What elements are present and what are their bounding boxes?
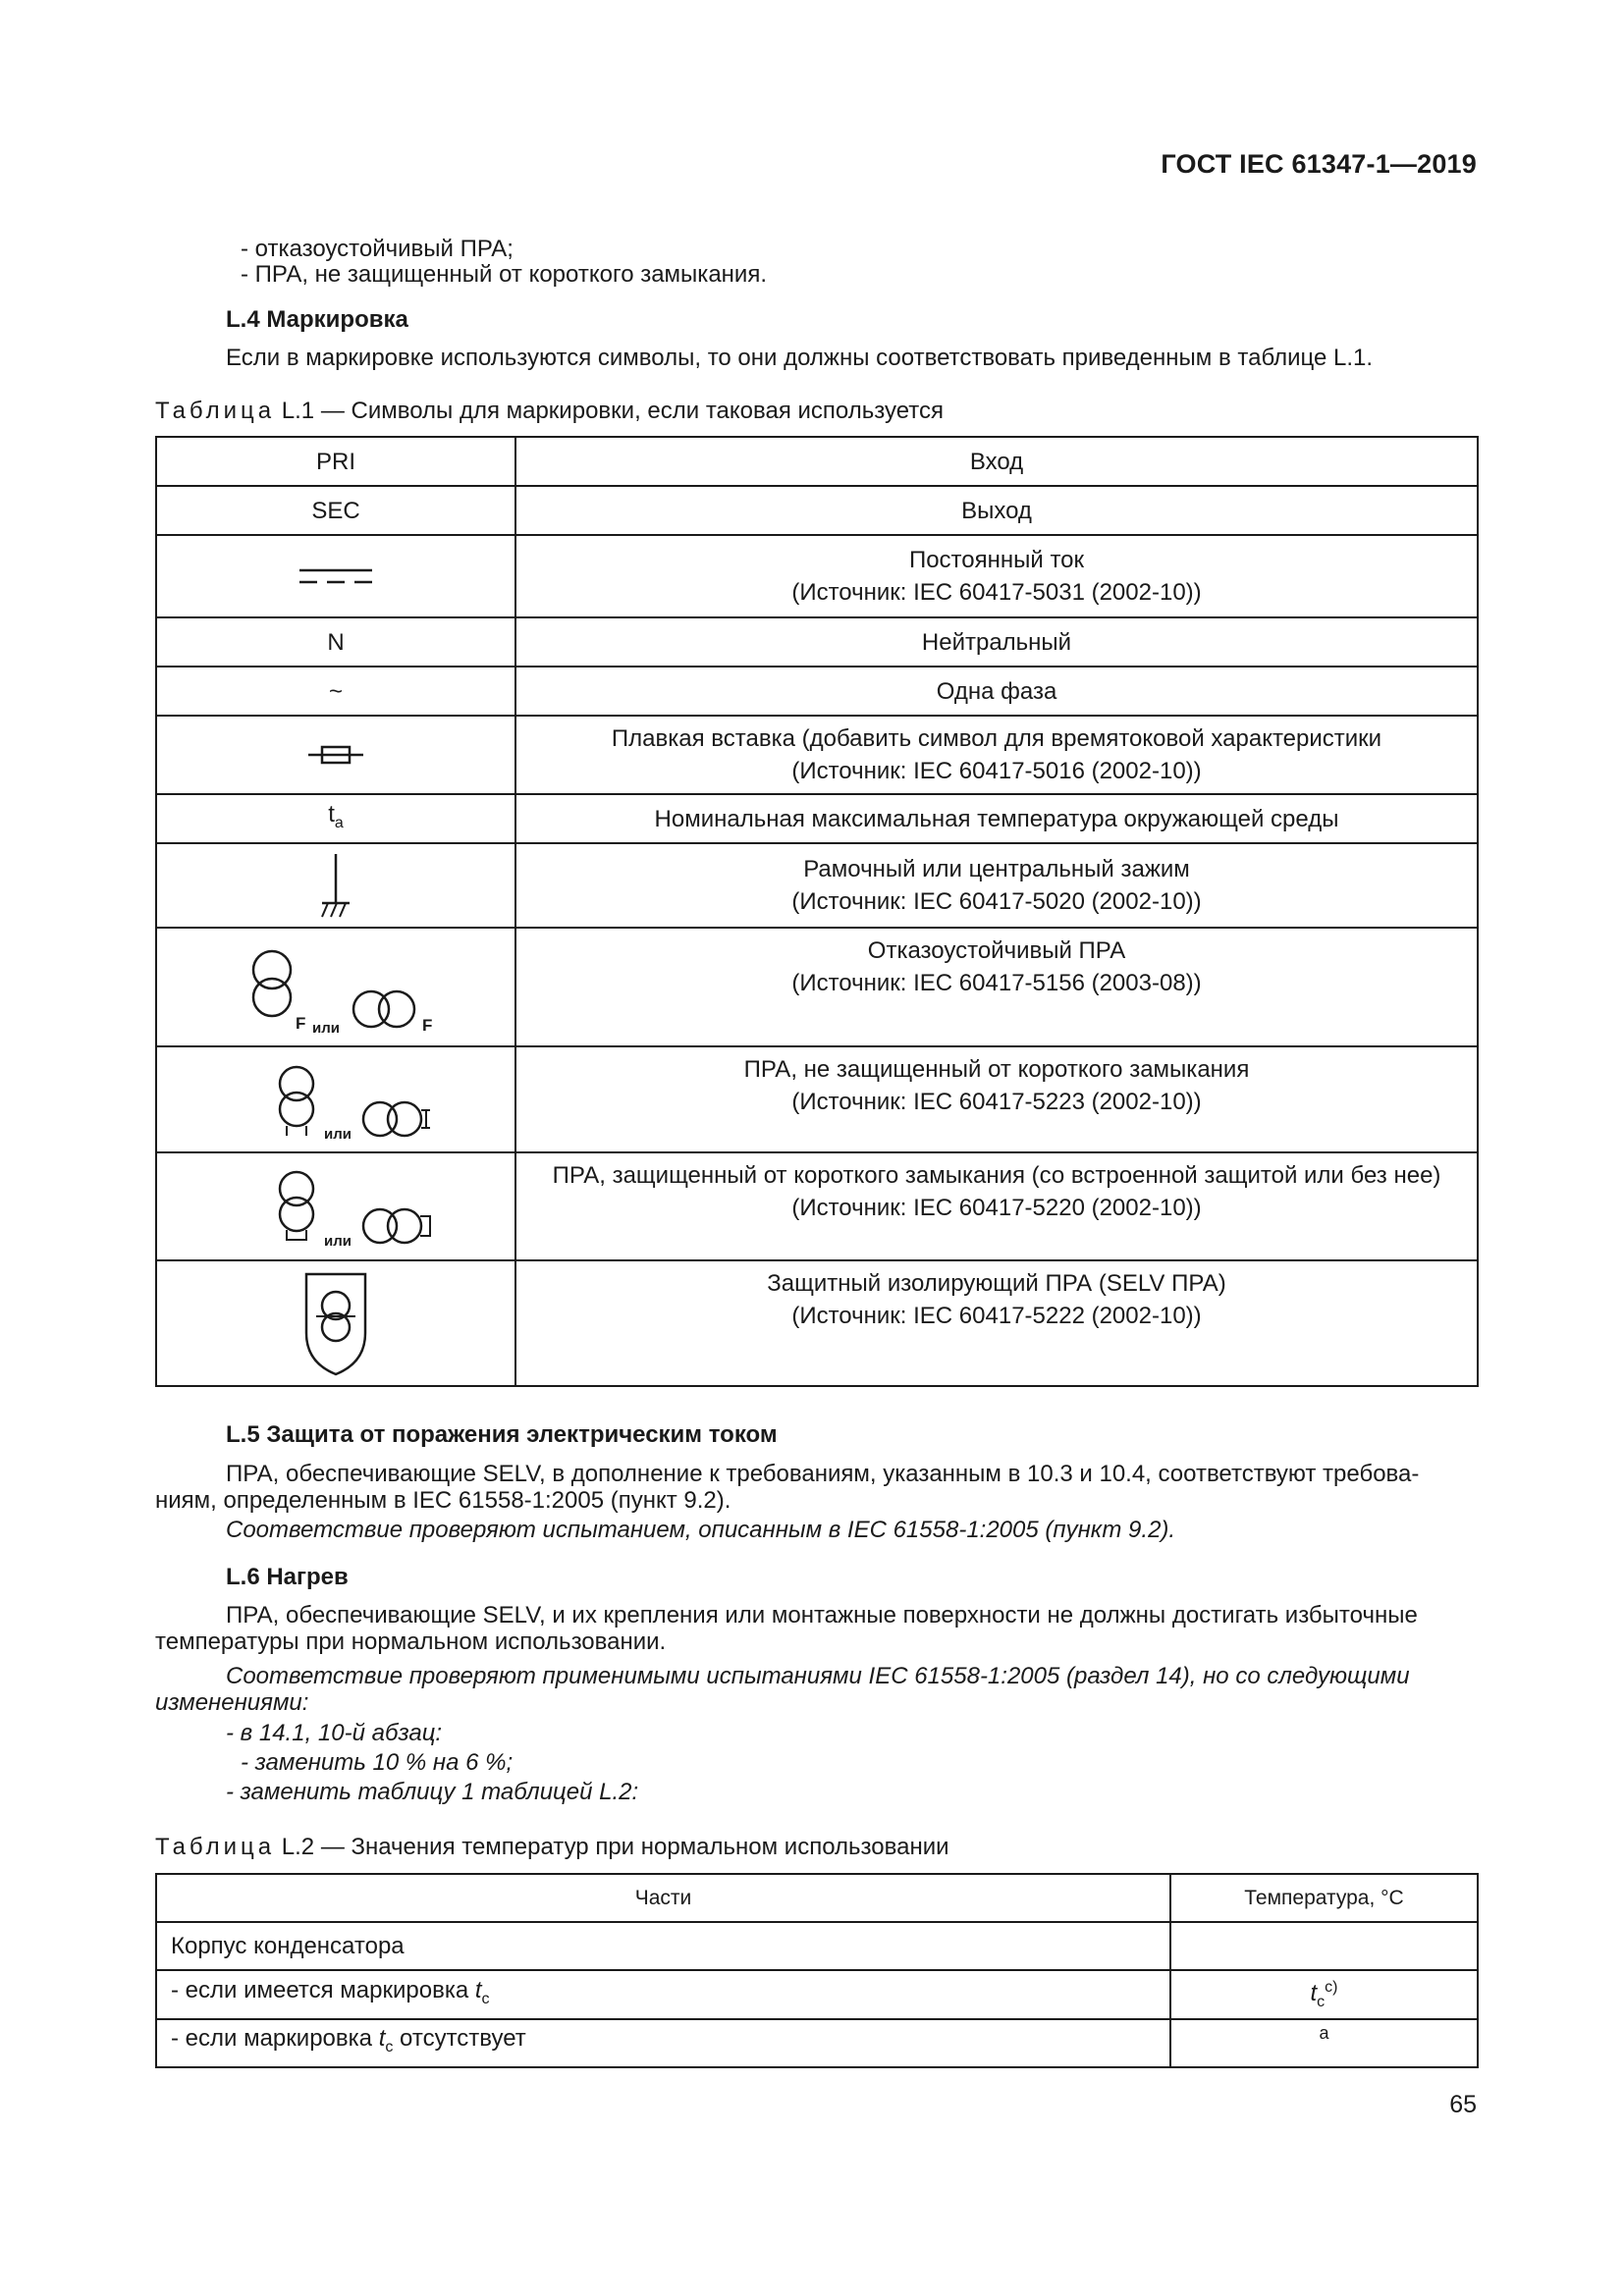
table-row [156, 794, 1478, 843]
temperature-subscript: c [1317, 1993, 1326, 2010]
table-row [156, 1970, 1478, 2019]
part-cell: Корпус конденсатора [156, 1922, 1170, 1970]
table-row [156, 667, 1478, 716]
symbol-cell: SEC [156, 486, 515, 535]
table-l2-temperatures [155, 1873, 1479, 2068]
table-row [156, 535, 1478, 617]
description-source: (Источник: IEC 60417-5222 (2002-10)) [791, 1303, 1202, 1329]
description-line: Рамочный или центральный зажим [803, 856, 1190, 882]
description-line: Плавкая вставка (добавить символ для времятоковой характеристики [611, 725, 1382, 752]
symbol-cell [156, 843, 515, 928]
non-short-circuit-proof-transformer-icon [218, 1054, 454, 1145]
description-cell [515, 1046, 1478, 1152]
intro-list-item: - отказоустойчивый ПРА; [241, 236, 514, 262]
table1-caption-text: L.1 — Символы для маркировки, если таковая используется [281, 398, 944, 424]
symbol-cell: ~ [156, 667, 515, 716]
section-l5-compliance: Соответствие проверяют испытанием, описанным в IEC 61558-1:2005 (пункт 9.2). [226, 1517, 1176, 1543]
symbol-cell [156, 1046, 515, 1152]
description-cell [515, 843, 1478, 928]
temperature-symbol: t [1310, 1980, 1318, 2006]
table1-caption-prefix: Таблица [155, 398, 276, 424]
description-line: ПРА, не защищенный от короткого замыкания [743, 1056, 1250, 1083]
part-text: - если имеется маркировка [171, 1977, 475, 2003]
section-l6-item: - в 14.1, 10-й абзац: [226, 1720, 443, 1746]
document-code: ГОСТ IEC 61347-1—2019 [1161, 149, 1477, 179]
table-row [156, 1922, 1478, 1970]
description-source: (Источник: IEC 60417-5156 (2003-08)) [791, 970, 1202, 996]
description-line: ПРА, защищенный от короткого замыкания (со встроенной защитой или без нее) [552, 1162, 1441, 1189]
table-l1-symbols [155, 436, 1479, 1387]
section-l5-line: ниям, определенным в IEC 61558-1:2005 (пункт 9.2). [155, 1487, 731, 1514]
symbol-or-label: или [324, 1233, 352, 1250]
fail-safe-transformer-icon [218, 936, 454, 1039]
symbol-cell [156, 794, 515, 843]
part-cell [156, 2019, 1170, 2067]
description-cell [515, 1152, 1478, 1260]
footnote-ref: c) [1325, 1979, 1338, 1996]
description-cell [515, 1260, 1478, 1386]
description-line: Защитный изолирующий ПРА (SELV ПРА) [767, 1270, 1226, 1297]
fuse-icon [306, 740, 365, 770]
description-source: (Источник: IEC 60417-5031 (2002-10)) [791, 579, 1202, 606]
temperature-cell [1170, 1922, 1478, 1970]
description-cell: Нейтральный [515, 617, 1478, 667]
section-l4-title: L.4 Маркировка [226, 306, 408, 333]
section-l4-text: Если в маркировке используются символы, то они должны соответствовать приведенным в таблице L.1. [226, 345, 1374, 371]
table2-caption-prefix: Таблица [155, 1834, 276, 1860]
section-l6-item: - заменить таблицу 1 таблицей L.2: [226, 1779, 639, 1805]
symbol-or-label: или [312, 1019, 340, 1037]
section-l6-compliance: Соответствие проверяют применимыми испытаниями IEC 61558-1:2005 (раздел 14), но со следующими [226, 1663, 1410, 1689]
table-row [156, 486, 1478, 535]
description-cell: Номинальная максимальная температура окружающей среды [515, 794, 1478, 843]
description-cell [515, 716, 1478, 794]
page-number: 65 [1449, 2091, 1477, 2118]
column-header-parts: Части [156, 1874, 1170, 1922]
description-cell: Одна фаза [515, 667, 1478, 716]
description-cell [515, 928, 1478, 1046]
symbol-t: t [328, 801, 335, 828]
table1-caption [155, 396, 944, 427]
description-cell: Вход [515, 437, 1478, 486]
description-line: Постоянный ток [908, 547, 1085, 573]
symbol-cell [156, 716, 515, 794]
symbol-cell [156, 1152, 515, 1260]
symbol-t: t [378, 2025, 386, 2053]
description-line: Отказоустойчивый ПРА [867, 937, 1126, 964]
section-l6-compliance: изменениями: [155, 1689, 309, 1716]
description-cell: Выход [515, 486, 1478, 535]
table2-caption [155, 1832, 949, 1863]
table-row [156, 1152, 1478, 1260]
description-source: (Источник: IEC 60417-5020 (2002-10)) [791, 888, 1202, 915]
section-l6-line: температуры при нормальном использовании. [155, 1629, 667, 1655]
symbol-subscript: c [385, 2039, 394, 2056]
description-source: (Источник: IEC 60417-5220 (2002-10)) [791, 1195, 1202, 1221]
section-l5-title: L.5 Защита от поражения электрическим током [226, 1421, 778, 1448]
table2-caption-text: L.2 — Значения температур при нормальном использовании [281, 1834, 949, 1860]
table-row [156, 843, 1478, 928]
symbol-cell [156, 928, 515, 1046]
symbol-cell [156, 535, 515, 617]
safety-isolating-transformer-icon [297, 1268, 375, 1378]
symbol-t: t [474, 1977, 482, 2003]
table-row [156, 617, 1478, 667]
table-row [156, 716, 1478, 794]
symbol-cell: N [156, 617, 515, 667]
section-l6-item: - заменить 10 % на 6 %; [241, 1749, 514, 1776]
symbol-letter-f: F [422, 1015, 433, 1035]
table-header-row [156, 1874, 1478, 1922]
symbol-cell: PRI [156, 437, 515, 486]
symbol-letter-f: F [296, 1013, 306, 1033]
part-cell [156, 1970, 1170, 2019]
table-row [156, 1046, 1478, 1152]
description-source: (Источник: IEC 60417-5016 (2002-10)) [791, 758, 1202, 784]
temperature-cell [1170, 1970, 1478, 2019]
symbol-or-label: или [324, 1126, 352, 1143]
description-source: (Источник: IEC 60417-5223 (2002-10)) [791, 1089, 1202, 1115]
section-l5-line: ПРА, обеспечивающие SELV, в дополнение к требованиям, указанным в 10.3 и 10.4, соответствуют требова- [226, 1461, 1420, 1487]
table-row [156, 2019, 1478, 2067]
table-row [156, 1260, 1478, 1386]
description-cell [515, 535, 1478, 617]
short-circuit-proof-transformer-icon [218, 1161, 454, 1252]
part-text: отсутствует [393, 2025, 526, 2053]
column-header-temperature: Температура, °C [1170, 1874, 1478, 1922]
direct-current-icon [292, 564, 380, 588]
part-text: - если маркировка [171, 2025, 379, 2053]
table-row [156, 928, 1478, 1046]
intro-list-item: - ПРА, не защищенный от короткого замыкания. [241, 261, 768, 288]
symbol-cell [156, 1260, 515, 1386]
section-l6-title: L.6 Нагрев [226, 1564, 349, 1590]
temperature-cell: a [1170, 2019, 1478, 2067]
table-row [156, 437, 1478, 486]
symbol-subscript: c [481, 1990, 490, 2007]
symbol-subscript: a [334, 814, 344, 831]
section-l6-line: ПРА, обеспечивающие SELV, и их крепления или монтажные поверхности не должны достигать избыточные [226, 1602, 1418, 1629]
frame-terminal-icon [316, 850, 355, 921]
